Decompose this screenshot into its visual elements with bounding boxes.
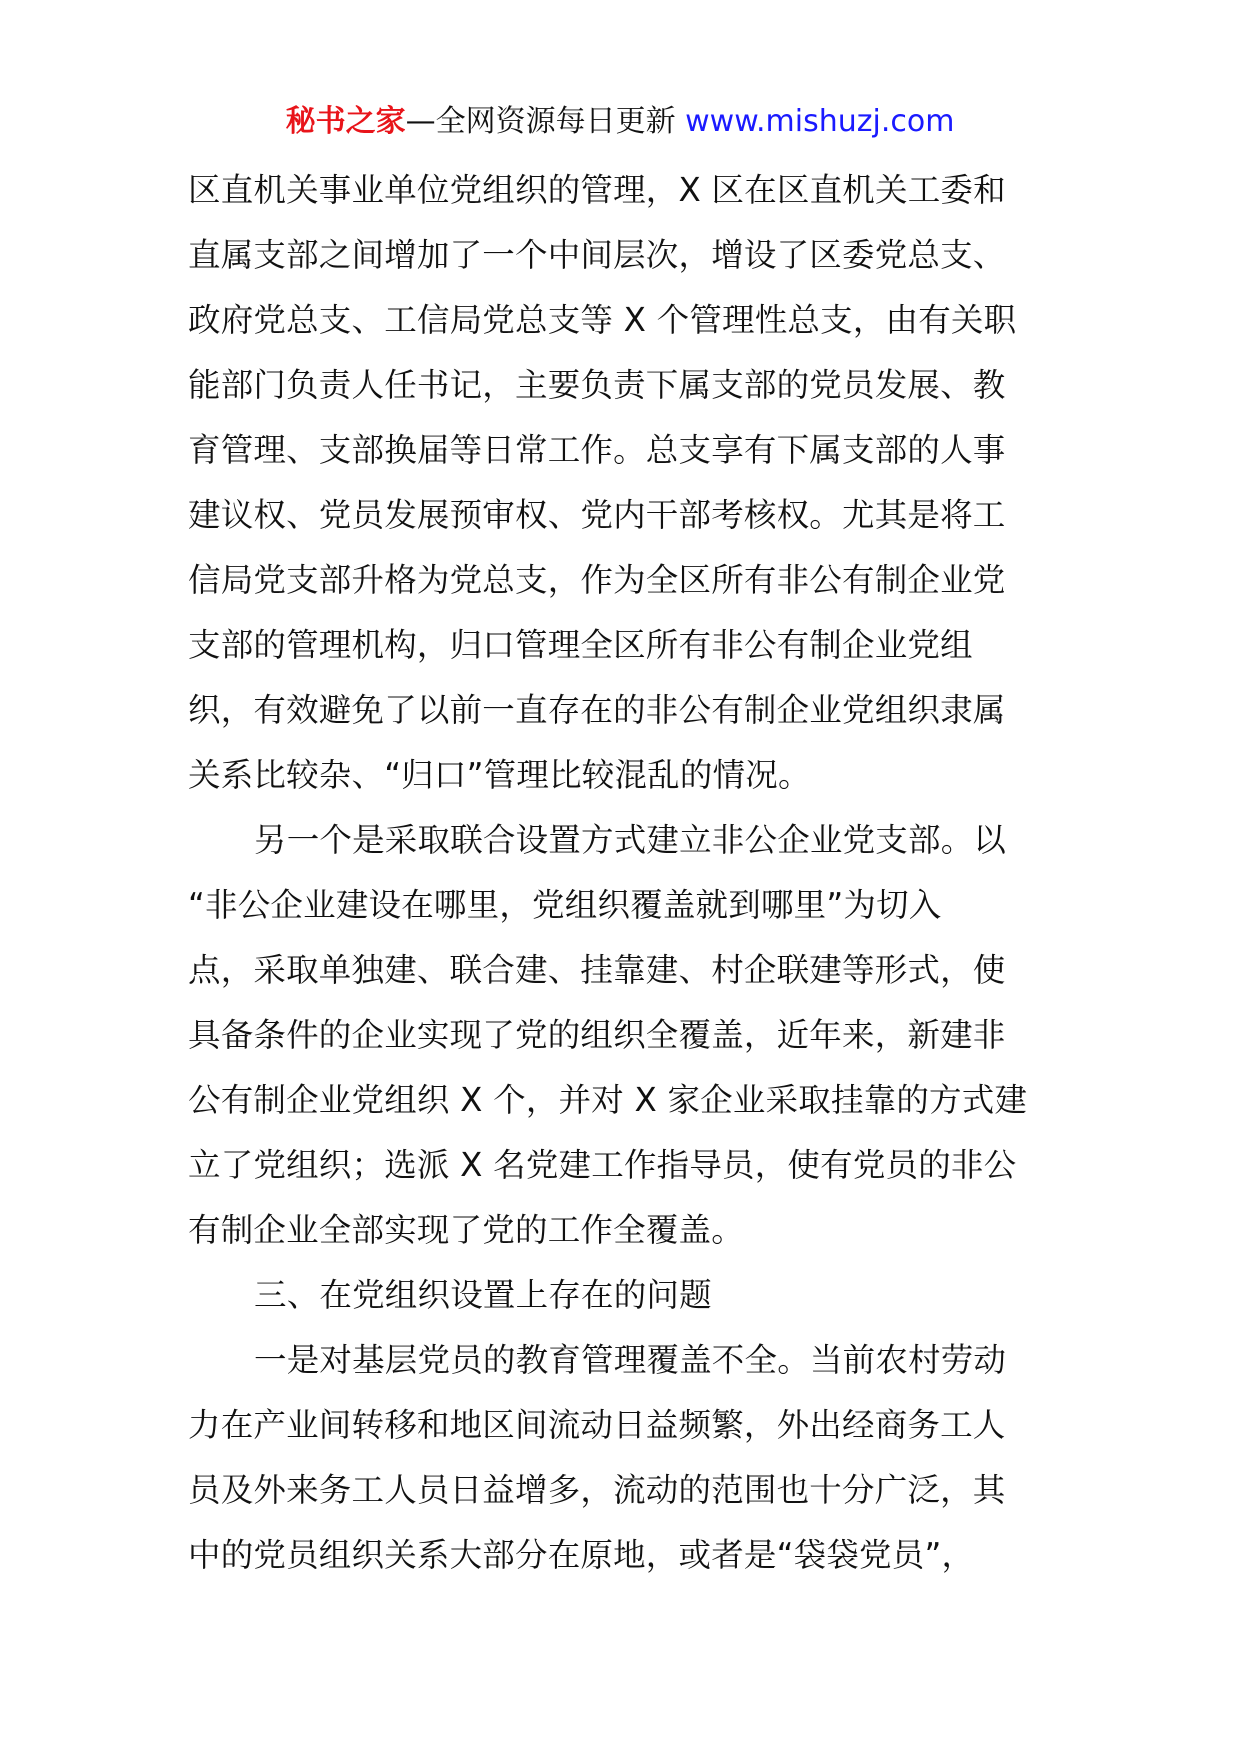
paragraph-start-line: 一是对基层党员的教育管理覆盖不全。当前农村劳动 (254, 1341, 1007, 1379)
site-url-link[interactable]: www.mishuzj.com (685, 104, 955, 139)
text-line: 立了党组织；选派 X 名党建工作指导员，使有党员的非公 (188, 1146, 1017, 1184)
text-line: “非公企业建设在哪里，党组织覆盖就到哪里”为切入 (188, 886, 942, 924)
text-line: 中的党员组织关系大部分在原地，或者是“袋袋党员”， (188, 1536, 975, 1574)
text-line: 政府党总支、工信局党总支等 X 个管理性总支，由有关职 (188, 301, 1017, 339)
text-line: 区直机关事业单位党组织的管理，X 区在区直机关工委和 (188, 171, 1006, 209)
text-line: 信局党支部升格为党总支，作为全区所有非公有制企业党 (188, 561, 1006, 599)
text-line: 能部门负责人任书记，主要负责下属支部的党员发展、教 (188, 366, 1006, 404)
text-line: 员及外来务工人员日益增多，流动的范围也十分广泛，其 (188, 1471, 1006, 1509)
text-line: 点，采取单独建、联合建、挂靠建、村企联建等形式，使 (188, 951, 1006, 989)
text-line: 关系比较杂、“归口”管理比较混乱的情况。 (188, 756, 811, 794)
site-brand: 秘书之家 (285, 104, 406, 139)
text-line: 力在产业间转移和地区间流动日益频繁，外出经商务工人 (188, 1406, 1006, 1444)
text-line: 支部的管理机构，归口管理全区所有非公有制企业党组 (188, 626, 973, 664)
paragraph-start-line: 另一个是采取联合设置方式建立非公企业党支部。以 (254, 821, 1007, 859)
site-header (0, 100, 1240, 144)
document-body (188, 158, 1060, 1588)
text-line: 织，有效避免了以前一直存在的非公有制企业党组织隶属 (188, 691, 1006, 729)
text-line: 有制企业全部实现了党的工作全覆盖。 (188, 1211, 744, 1249)
text-line: 公有制企业党组织 X 个，并对 X 家企业采取挂靠的方式建 (188, 1081, 1028, 1119)
text-line: 育管理、支部换届等日常工作。总支享有下属支部的人事 (188, 431, 1006, 469)
text-line: 建议权、党员发展预审权、党内干部考核权。尤其是将工 (188, 496, 1006, 534)
text-line: 具备条件的企业实现了党的组织全覆盖，近年来，新建非 (188, 1016, 1006, 1054)
site-tagline: —全网资源每日更新 (405, 104, 686, 139)
text-line: 直属支部之间增加了一个中间层次，增设了区委党总支、 (188, 236, 1006, 274)
section-heading: 三、在党组织设置上存在的问题 (254, 1276, 712, 1314)
